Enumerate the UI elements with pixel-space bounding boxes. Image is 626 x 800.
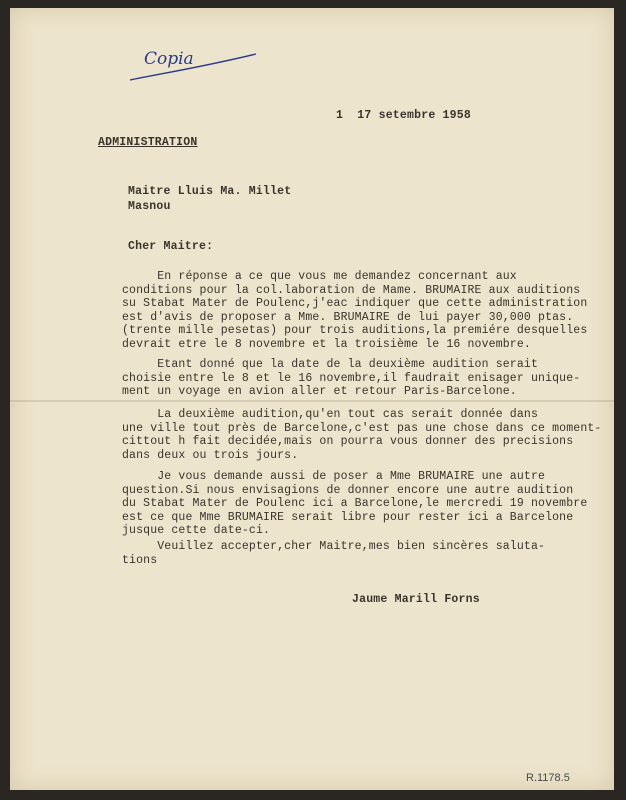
paragraph-line: Je vous demande aussi de poser a Mme BRUMAIRE une autre: [122, 470, 546, 483]
paragraph-line: devrait etre le 8 novembre et la troisième le 16 novembre.: [122, 337, 531, 351]
paragraph-5: [122, 540, 612, 567]
paragraph-line: question.Si nous envisagions de donner encore une autre audition: [122, 483, 574, 497]
paragraph-line: En réponse a ce que vous me demandez concernant aux: [122, 270, 517, 283]
paragraph-line: jusque cette date-ci.: [122, 524, 271, 537]
salutation: Cher Maitre:: [128, 240, 214, 253]
paragraph-line: Etant donné que la date de la deuxième audition serait: [122, 358, 539, 371]
paragraph-line: conditions pour la col.laboration de Mame. BRUMAIRE aux auditions: [122, 283, 581, 297]
paragraph-line: dans deux ou trois jours.: [122, 448, 299, 462]
paragraph-line: choisie entre le 8 et le 16 novembre,il faudrait enisager unique-: [122, 371, 581, 385]
paragraph-line: Veuillez accepter,cher Maitre,mes bien sincères saluta-: [122, 540, 546, 553]
archive-mark: R.1178.5: [526, 772, 570, 784]
handwritten-copia-text: Copia: [144, 49, 194, 69]
paragraph-3: [122, 408, 612, 462]
paragraph-line: est ce que Mme BRUMAIRE serait libre pour rester ici a Barcelone: [122, 510, 574, 524]
paragraph-4: [122, 470, 612, 538]
letter-date: 1 17 setembre 1958: [336, 109, 471, 122]
paragraph-line: (trente mille pesetas) pour trois auditions,la premiére desquelles: [122, 324, 588, 337]
paragraph-line: ment un voyage en avion aller et retour Paris-Barcelone.: [122, 385, 517, 398]
recipient-name: Maitre Lluis Ma. Millet: [128, 185, 292, 198]
paragraph-line: cittout h fait decidée,mais on pourra vous donner des precisions: [122, 435, 574, 448]
letter-page: [10, 8, 614, 790]
paragraph-line: La deuxième audition,qu'en tout cas serait donnée dans: [122, 408, 539, 421]
paragraph-line: du Stabat Mater de Poulenc ici a Barcelone,le mercredi 19 novembre: [122, 497, 588, 510]
paragraph-line: une ville tout près de Barcelone,c'est pas une chose dans ce moment-: [122, 421, 602, 435]
paragraph-line: su Stabat Mater de Poulenc,j'eac indiquer que cette administration: [122, 297, 588, 310]
handwritten-copia-note: [128, 46, 268, 96]
paragraph-line: est d'avis de proposer a Mme. BRUMAIRE de lui payer 30,000 ptas.: [122, 310, 574, 324]
signature-name: Jaume Marill Forns: [352, 593, 480, 606]
paper-fold-line: [10, 400, 614, 402]
paragraph-2: [122, 358, 612, 399]
recipient-place: Masnou: [128, 200, 171, 213]
department-heading: ADMINISTRATION: [98, 136, 198, 149]
paragraph-1: [122, 270, 612, 351]
paragraph-line: tions: [122, 553, 158, 567]
